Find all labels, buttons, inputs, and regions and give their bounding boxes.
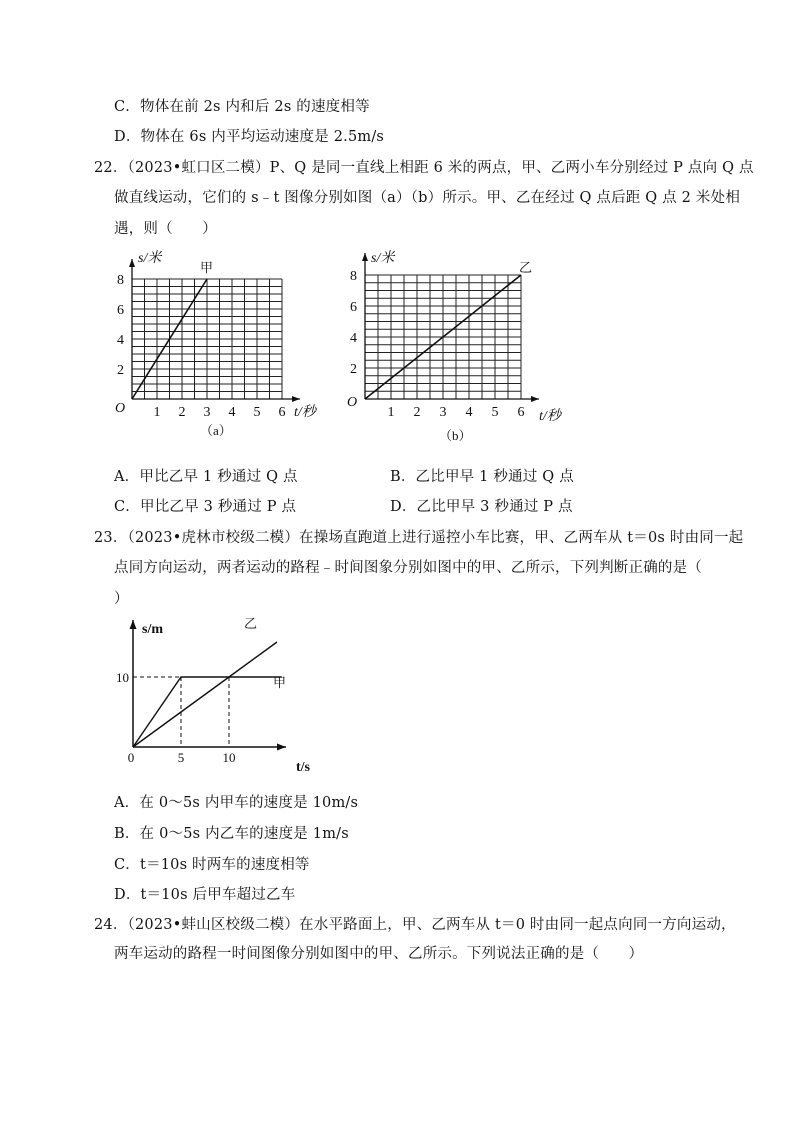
- q23-option-d: D．t＝10s 后甲车超过乙车: [114, 887, 296, 903]
- chart-b-x-tick-label: 2: [413, 405, 421, 420]
- q23-option-a: A．在 0～5s 内甲车的速度是 10m/s: [114, 795, 359, 811]
- q22-stem-line2: 做直线运动，它们的 s﹣t 图像分别如图（a）（b）所示。甲、乙在经过 Q 点后距 Q 点 2 米处相: [114, 190, 741, 206]
- chart-a-x-tick-label: 3: [203, 405, 211, 420]
- chart-a-grid: [132, 279, 282, 399]
- q23-series-line-yi: [133, 642, 277, 747]
- q22-stem-line1: 22．（2023•虹口区二模）P、Q 是同一直线上相距 6 米的两点，甲、乙两小车分别经过 P 点向 Q 点: [94, 160, 754, 176]
- q23-option-c: C．t＝10s 时两车的速度相等: [114, 857, 310, 873]
- chart-b-x-tick-label: 1: [387, 405, 395, 420]
- chart-a-x-tick-label: 5: [253, 405, 261, 420]
- q22-stem-line3: 遇，则（ ）: [114, 221, 217, 237]
- chart-a-y-tick-label: 4: [117, 333, 124, 348]
- chart-a-y-tick-label: 8: [117, 273, 124, 288]
- chart-b-y-tick-label: 4: [350, 331, 357, 346]
- q23-y-arrow: [130, 620, 137, 629]
- chart-a-origin: O: [115, 401, 126, 416]
- q23-chart-xlabel: t/s: [296, 760, 310, 775]
- chart-b-caption: （b）: [439, 428, 472, 443]
- chart-a-x-tick-label: 2: [178, 405, 186, 420]
- chart-b-y-tick-label: 2: [350, 362, 357, 377]
- q23-chart: [118, 612, 328, 776]
- chart-a-y-arrow: [129, 259, 135, 267]
- q23-series-label-yi: 乙: [244, 616, 258, 631]
- q23-series-label-jia: 甲: [273, 675, 287, 690]
- chart-a-ylabel: s/米: [138, 251, 162, 266]
- q23-chart-axes: [116, 620, 286, 765]
- q24-stem-line2: 两车运动的路程一时间图像分别如图中的甲、乙所示。下列说法正确的是（ ）: [114, 946, 644, 962]
- chart-b-x-tick-label: 3: [439, 405, 447, 420]
- q23-x-arrow: [277, 744, 286, 751]
- chart-a-y-tick-label: 2: [117, 363, 124, 378]
- q23-series-line-jia: [133, 677, 282, 747]
- q23-chart-marks: [133, 642, 282, 747]
- q23-y-tick-label: 10: [116, 670, 129, 685]
- chart-b-y-tick-label: 6: [350, 300, 357, 315]
- q23-x-tick-label: 5: [177, 750, 185, 765]
- chart-a-y-tick-label: 6: [117, 303, 124, 318]
- q21-option-c: C．物体在前 2s 内和后 2s 的速度相等: [114, 99, 370, 115]
- q23-stem-line2: 点同方向运动，两者运动的路程﹣时间图象分别如图中的甲、乙所示，下列判断正确的是（: [114, 560, 702, 576]
- chart-b-ylabel: s/米: [371, 251, 395, 266]
- q24-stem-line1: 24．（2023•蚌山区校级二模）在水平路面上，甲、乙两车从 t＝0 时由同一起点向同一方向运动，: [94, 917, 736, 933]
- chart-a-xlabel: t/秒: [294, 405, 316, 420]
- q23-stem-line1: 23．（2023•虎林市校级二模）在操场直跑道上进行遥控小车比赛，甲、乙两车从 t＝0s 时由同一起: [94, 530, 744, 546]
- chart-b-x-arrow: [531, 396, 539, 402]
- q22-option-c: C．甲比乙早 3 秒通过 P 点: [114, 499, 297, 515]
- q23-x-tick-label: 10: [222, 750, 236, 765]
- chart-a-x-tick-label: 1: [153, 405, 161, 420]
- q23-x-tick-label: 0: [127, 750, 135, 765]
- q22-option-a: A．甲比乙早 1 秒通过 Q 点: [114, 469, 298, 485]
- q23-stem-line3: ）: [114, 591, 129, 607]
- chart-a-series-label: 甲: [200, 260, 214, 275]
- chart-a-x-tick-label: 4: [228, 405, 236, 420]
- q21-option-d: D．物体在 6s 内平均运动速度是 2.5m/s: [114, 129, 385, 145]
- chart-b-origin: O: [347, 395, 358, 410]
- chart-b-x-tick-label: 4: [465, 405, 473, 420]
- chart-b-y-tick-label: 8: [350, 269, 357, 284]
- q22-chart-a: [112, 246, 327, 442]
- q22-option-b: B．乙比甲早 1 秒通过 Q 点: [390, 469, 574, 485]
- chart-a-x-arrow: [292, 396, 300, 402]
- chart-b-x-tick-label: 6: [517, 405, 525, 420]
- q22-option-d: D．乙比甲早 3 秒通过 P 点: [390, 499, 573, 515]
- chart-b-series-label: 乙: [519, 260, 533, 275]
- q22-chart-b: [343, 246, 583, 446]
- q23-chart-ylabel: s/m: [142, 622, 163, 637]
- chart-b-x-tick-label: 5: [491, 405, 499, 420]
- chart-a-x-tick-label: 6: [278, 405, 286, 420]
- chart-b-y-arrow: [362, 253, 368, 261]
- q23-option-b: B．在 0～5s 内乙车的速度是 1m/s: [114, 826, 349, 842]
- chart-a-caption: （a）: [200, 423, 232, 438]
- chart-b-xlabel: t/秒: [539, 409, 561, 424]
